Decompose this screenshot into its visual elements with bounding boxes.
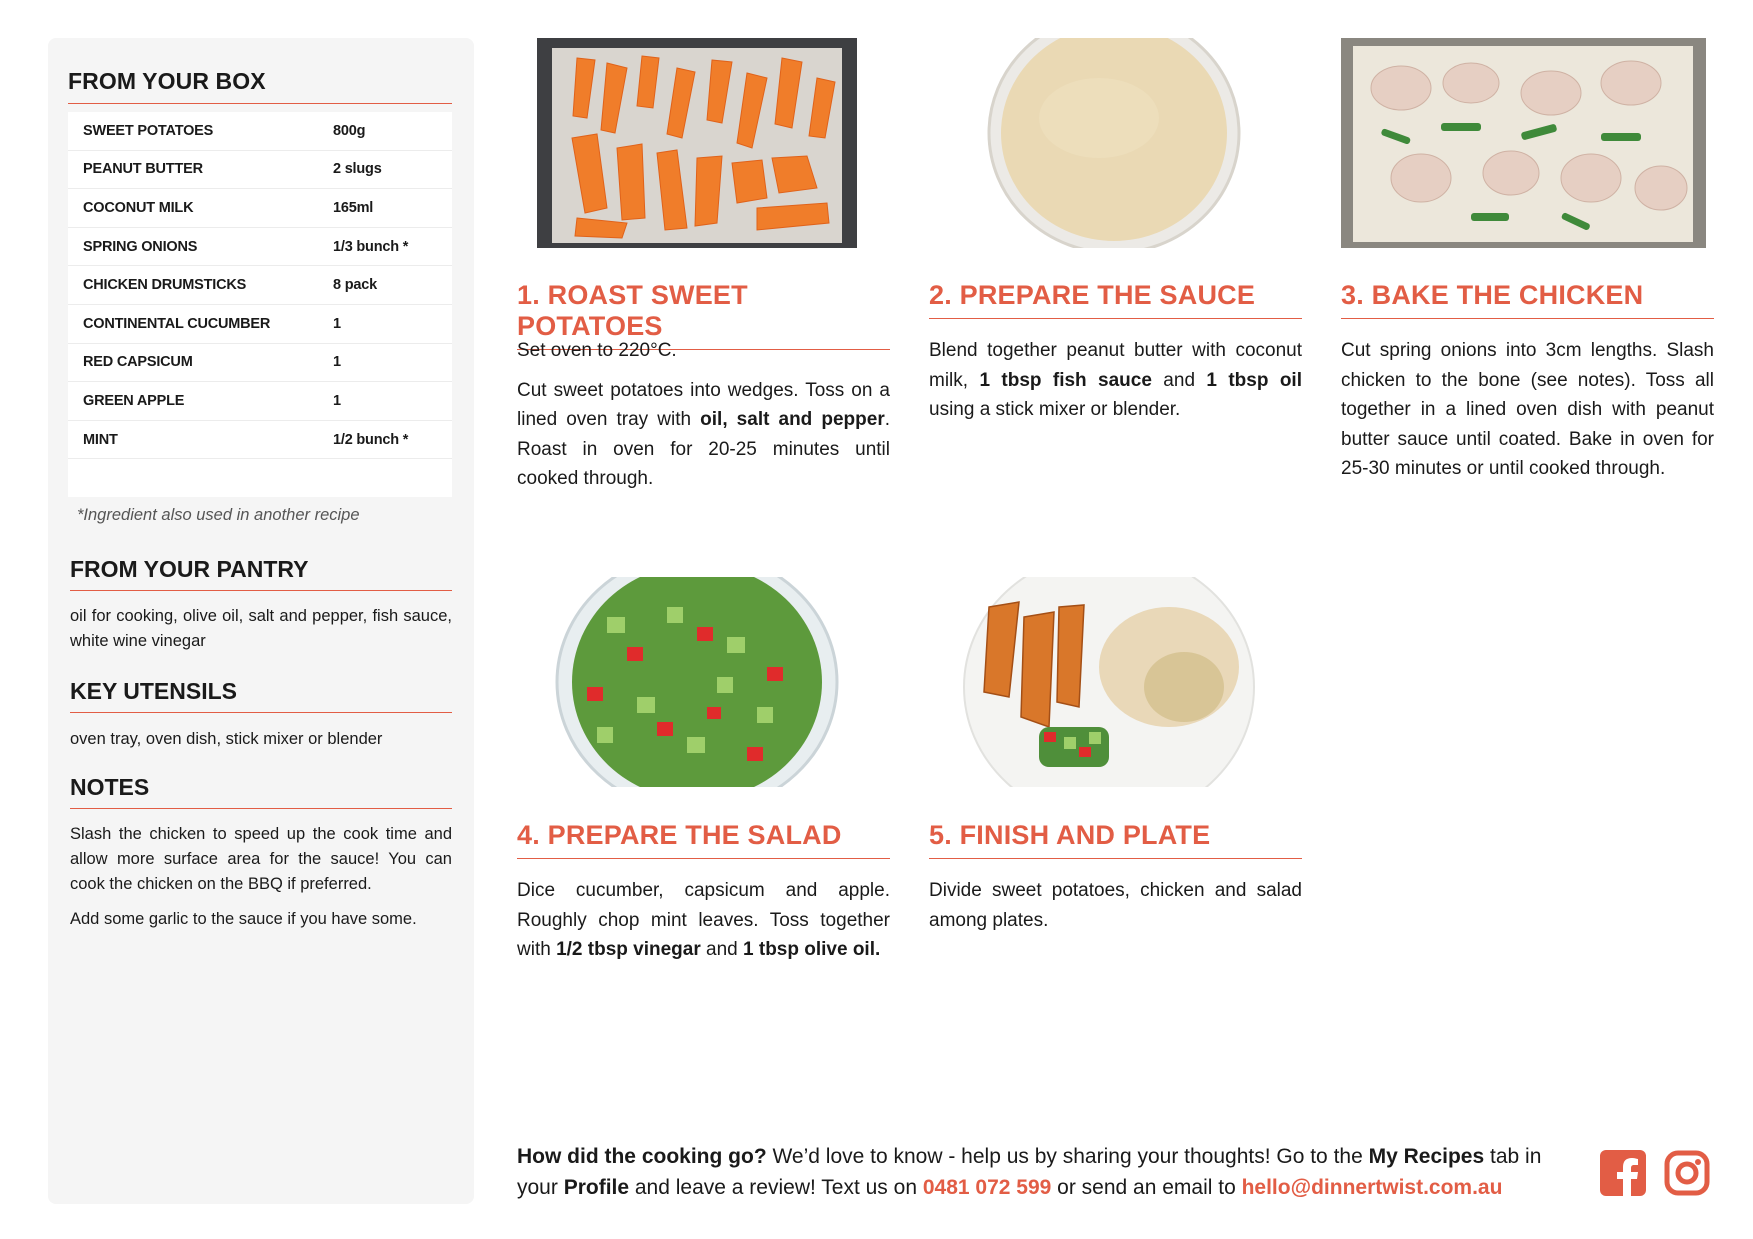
phone-link[interactable]: 0481 072 599: [922, 1176, 1052, 1199]
notes-text: [70, 822, 452, 942]
ingredient-qty: 1: [313, 382, 452, 421]
pantry-title: FROM YOUR PANTRY: [70, 556, 452, 591]
step-5-paragraph-1: Divide sweet potatoes, chicken and salad among plates.: [929, 880, 1302, 931]
note-paragraph: Slash the chicken to speed up the cook time and allow more surface area for the sauce! You can cook the chicken on the BBQ if preferred.: [70, 825, 452, 893]
ingredient-qty: 165ml: [313, 189, 452, 228]
step-4-text: [517, 876, 890, 975]
instagram-icon[interactable]: [1664, 1150, 1710, 1196]
ingredient-qty: 2 slugs: [313, 150, 452, 189]
ingredient-name: PEANUT BUTTER: [68, 150, 313, 189]
step-2-text: [929, 336, 1302, 435]
ingredient-qty: 1: [313, 304, 452, 343]
table-row: [68, 266, 452, 305]
ingredient-name: SWEET POTATOES: [68, 112, 313, 150]
step-3-text: [1341, 336, 1714, 494]
table-row: [68, 304, 452, 343]
notes-title: NOTES: [70, 774, 452, 809]
prepare-salad-image: [517, 577, 890, 787]
ingredients-panel: [48, 38, 474, 1204]
step-4-title: 4. PREPARE THE SALAD: [517, 820, 890, 859]
bake-chicken-image: [1341, 38, 1714, 248]
finish-plate-image: [929, 577, 1302, 787]
ingredient-qty: 8 pack: [313, 266, 452, 305]
step-3-paragraph-1: Cut spring onions into 3cm lengths. Slash chicken to the bone (see notes). Toss all together in a lined oven dish with peanut butter sauce until coated. Bake in oven for 25-30 minutes or until cooked through.: [1341, 340, 1714, 479]
from-your-box-title: FROM YOUR BOX: [68, 68, 452, 104]
step-3-title: 3. BAKE THE CHICKEN: [1341, 280, 1714, 319]
ingredient-name: CONTINENTAL CUCUMBER: [68, 304, 313, 343]
ingredients-table: [68, 112, 452, 497]
table-row: [68, 150, 452, 189]
facebook-icon[interactable]: [1600, 1150, 1646, 1196]
table-row: [68, 227, 452, 266]
step-4-paragraph-1: Dice cucumber, capsicum and apple. Roughly chop mint leaves. Toss together with 1/2 tbsp vinegar and 1 tbsp olive oil.: [517, 880, 890, 960]
ingredient-qty: 1/3 bunch *: [313, 227, 452, 266]
ingredient-qty: 1: [313, 343, 452, 382]
ingredient-name: SPRING ONIONS: [68, 227, 313, 266]
step-1-paragraph-1: Set oven to 220°C.: [517, 340, 677, 361]
ingredient-footnote: *Ingredient also used in another recipe: [77, 506, 360, 524]
pantry-text: oil for cooking, olive oil, salt and pepper, fish sauce, white wine vinegar: [70, 607, 452, 650]
table-row: [68, 189, 452, 228]
step-2-paragraph-1: Blend together peanut butter with coconut milk, 1 tbsp fish sauce and 1 tbsp oil using a stick mixer or blender.: [929, 340, 1302, 420]
ingredient-name: MINT: [68, 420, 313, 459]
step-5-title: 5. FINISH AND PLATE: [929, 820, 1302, 859]
table-row: [68, 343, 452, 382]
roast-sweet-potatoes-image: [517, 38, 890, 248]
ingredient-name: GREEN APPLE: [68, 382, 313, 421]
utensils-text: oven tray, oven dish, stick mixer or blender: [70, 730, 383, 748]
table-row: [68, 420, 452, 459]
note-paragraph: Add some garlic to the sauce if you have some.: [70, 910, 417, 928]
ingredient-qty: 800g: [313, 112, 452, 150]
ingredient-name: CHICKEN DRUMSTICKS: [68, 266, 313, 305]
email-link[interactable]: hello@dinnertwist.com.au: [1241, 1176, 1503, 1199]
utensils-title: KEY UTENSILS: [70, 678, 452, 713]
prepare-sauce-image: [929, 38, 1302, 248]
step-5-text: [929, 876, 1302, 945]
step-1-paragraph-2: Cut sweet potatoes into wedges. Toss on a lined oven tray with oil, salt and pepper. Roast in oven for 20-25 minutes until cooked through.: [517, 379, 890, 489]
ingredient-qty: 1/2 bunch *: [313, 420, 452, 459]
step-1-text: [517, 336, 890, 504]
step-2-title: 2. PREPARE THE SAUCE: [929, 280, 1302, 319]
ingredient-name: RED CAPSICUM: [68, 343, 313, 382]
table-row: [68, 112, 452, 150]
table-row: [68, 382, 452, 421]
feedback-footer: How did the cooking go? We’d love to know - help us by sharing your thoughts! Go to the My Recipes tab in your Profile and leave a review! Text us on 0481 072 599 or send an email to hello@dinnertwist.com.au: [517, 1145, 1542, 1199]
ingredient-name: COCONUT MILK: [68, 189, 313, 228]
table-row-empty: [68, 459, 452, 498]
step-1-title: 1. ROAST SWEET POTATOES: [517, 280, 890, 350]
